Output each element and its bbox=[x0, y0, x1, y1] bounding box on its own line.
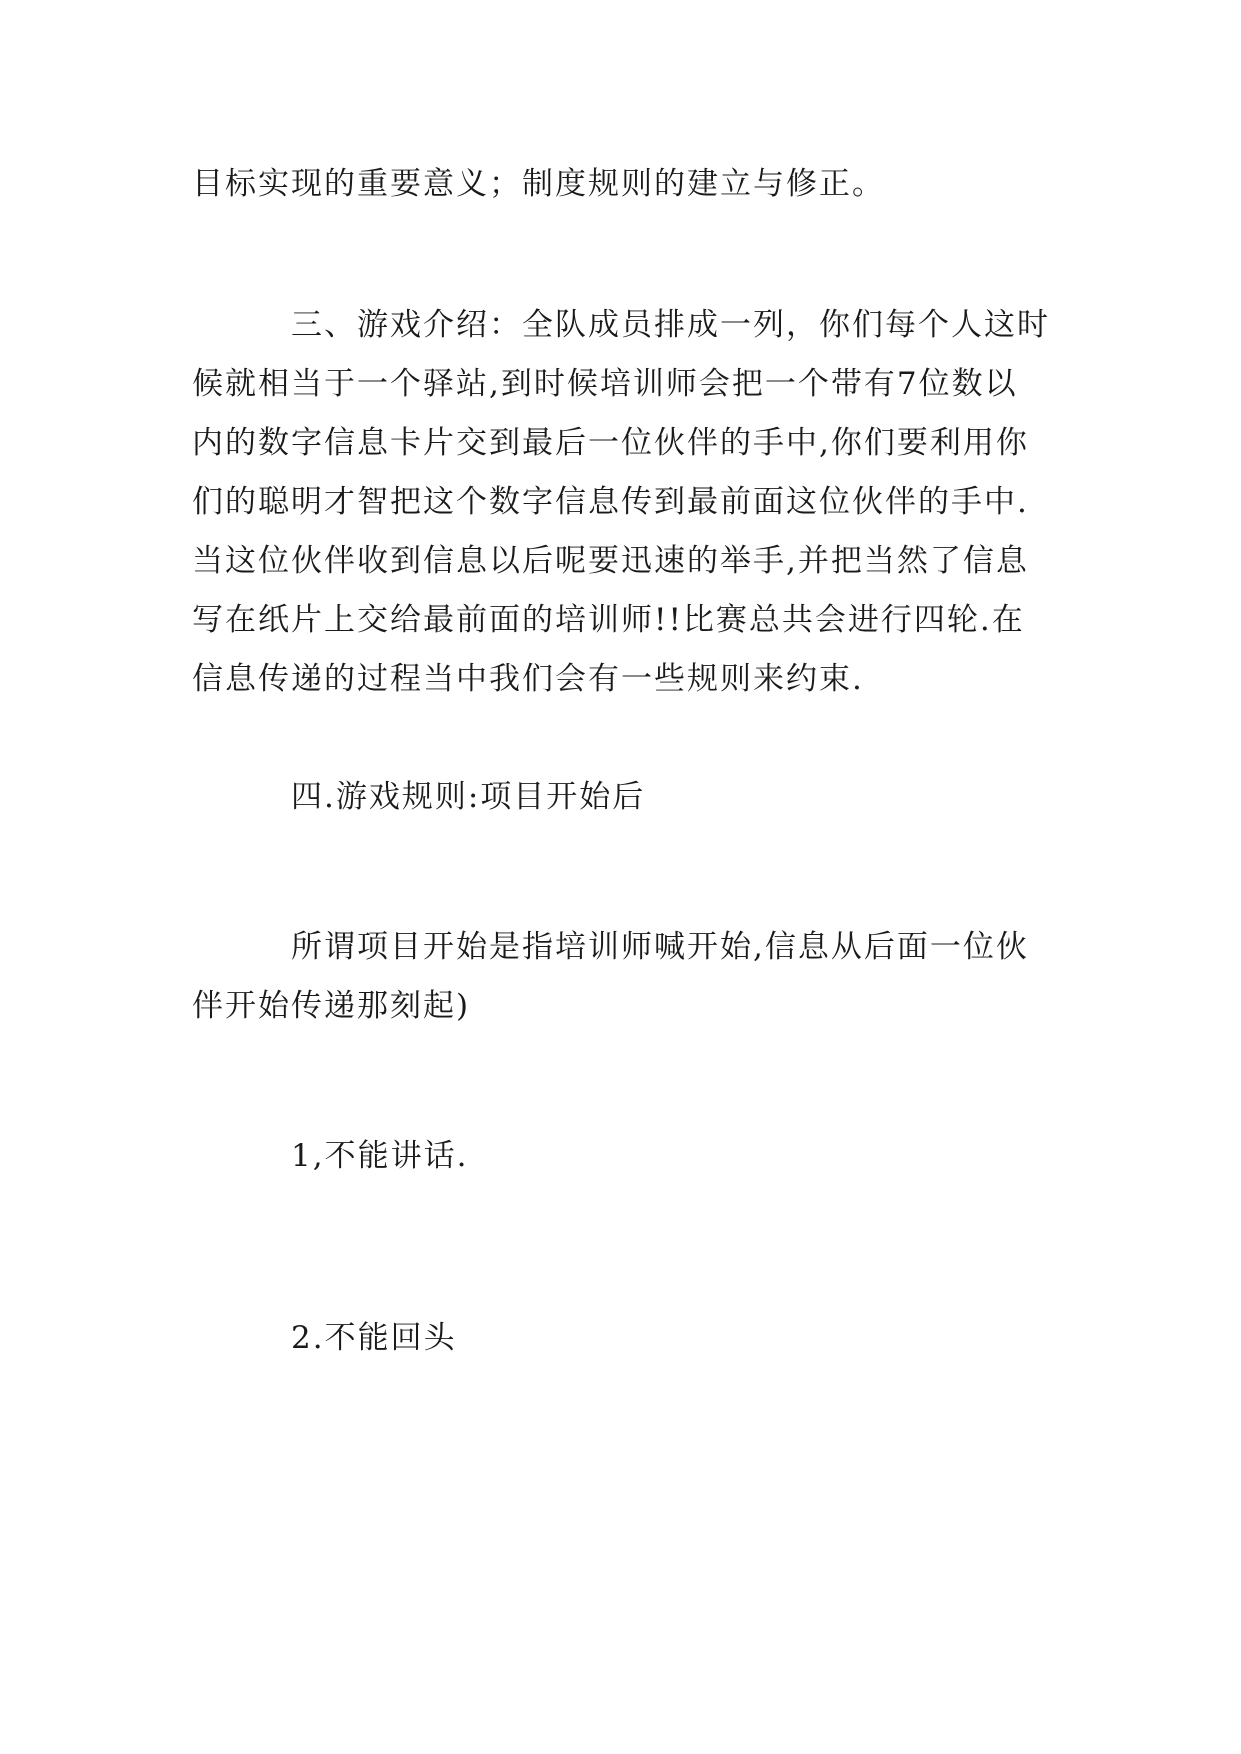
paragraph-rule-1 bbox=[192, 1127, 1052, 1186]
paragraph-line: 2.不能回头 bbox=[192, 1320, 457, 1356]
paragraph-line: 伴开始传递那刻起) bbox=[192, 988, 471, 1024]
paragraph-project-start-definition bbox=[192, 918, 1052, 1036]
paragraph-line: 写在纸片上交给最前面的培训师!!比赛总共会进行四轮.在 bbox=[192, 602, 1025, 638]
paragraph-goal-significance bbox=[192, 155, 1052, 214]
paragraph-line: 1,不能讲话. bbox=[192, 1138, 469, 1174]
paragraph-line: 四.游戏规则:项目开始后 bbox=[192, 779, 646, 815]
paragraph-game-rules-heading bbox=[192, 768, 1052, 827]
paragraph-line: 三、游戏介绍：全队成员排成一列，你们每个人这时 bbox=[192, 307, 1050, 343]
paragraph-line: 所谓项目开始是指培训师喊开始,信息从后面一位伙 bbox=[192, 929, 1029, 965]
paragraph-game-introduction bbox=[192, 296, 1052, 709]
paragraph-line: 们的聪明才智把这个数字信息传到最前面这位伙伴的手中. bbox=[192, 484, 1029, 520]
paragraph-line: 候就相当于一个驿站,到时候培训师会把一个带有7位数以 bbox=[192, 366, 1018, 402]
paragraph-line: 信息传递的过程当中我们会有一些规则来约束. bbox=[192, 661, 864, 697]
paragraph-line: 当这位伙伴收到信息以后呢要迅速的举手,并把当然了信息 bbox=[192, 543, 1029, 579]
paragraph-line: 内的数字信息卡片交到最后一位伙伴的手中,你们要利用你 bbox=[192, 425, 1029, 461]
paragraph-line: 目标实现的重要意义；制度规则的建立与修正。 bbox=[192, 166, 885, 202]
paragraph-rule-2 bbox=[192, 1309, 1052, 1368]
